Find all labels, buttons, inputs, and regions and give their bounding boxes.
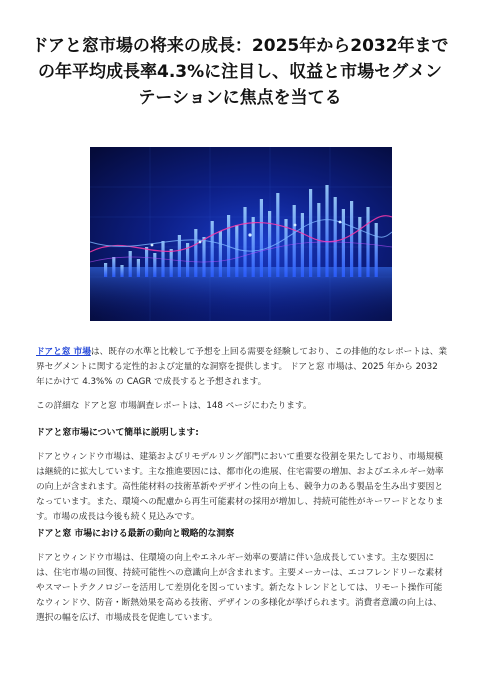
hero-bar [334,197,337,277]
hero-bar [235,225,238,277]
hero-bar [350,201,353,277]
market-link[interactable]: ドアと窓 市場 [36,347,91,357]
hero-bar [112,257,115,277]
hero-bar [178,235,181,277]
hero-bar [268,211,271,277]
hero-bar [301,213,304,277]
hero-bar [293,205,296,277]
intro-paragraph [36,345,448,390]
hero-bar [325,185,328,277]
hero-bar [375,223,378,277]
hero-bar [260,199,263,277]
hero-bar [243,207,246,277]
hero-bar [170,249,173,277]
article-title: ドアと窓市場の将来の成長：2025年から2032年までの年平均成長率4.3%に注目し、収益と市場セグメンテーションに焦点を当てる [31,36,449,108]
hero-bar [120,265,123,277]
hero-bar [276,193,279,277]
hero-bar [129,251,132,277]
hero-bar [104,263,107,277]
hero-bar [194,229,197,277]
hero-bar [211,221,214,277]
hero-bar [145,247,148,277]
hero-bar [342,209,345,277]
hero-bar [153,253,156,277]
hero-bar [358,217,361,277]
hero-bar [309,189,312,277]
hero-bar [252,217,255,277]
section2-heading: ドアと窓 市場における最新の動向と戦略的な洞察 [36,529,235,539]
section1-body: ドアとウィンドウ市場は、建築およびリモデルリング部門において重要な役割を果たしており、市場規模は継続的に拡大しています。主な推進要因には、都市化の進展、住宅需要の増加、およびエネルギー効率の向上が含まれます。高性能材料の技術革新やデザイン性の向上も、競争力のある製品を生み出す要因となっています。また、環境への配慮から再生可能素材の採用が増加し、持続可能性がキーワードとなります。市場の成長は今後も続く見込みです。 [36,452,444,522]
section1-heading: ドアと窓市場について簡単に説明します: [36,428,199,438]
pages-note: この詳細な ドアと窓 市場調査レポートは、148 ページにわたります。 [36,401,312,411]
intro-text: は、既存の水準と比較して予想を上回る需要を経験しており、この排他的なレポートは、業界セグメントに関する定性的および定量的な洞察を提供します。 ドアと窓 市場は、2025 年から 2032 年にかけて 4.3%% の CAGR で成長すると予想されます。 [36,347,448,387]
hero-bar [366,207,369,277]
hero-bar [219,231,222,277]
hero-bar [137,259,140,277]
hero-image [90,147,392,321]
section2-body: ドアとウィンドウ市場は、住環境の向上やエネルギー効率の要請に伴い急成長しています。主な要因には、住宅市場の回復、持続可能性への意識向上が含まれます。主要メーカーは、エコフレンドリーな素材やスマートテクノロジーを活用して差別化を図っています。新たなトレンドとしては、リモート操作可能なウィンドウ、防音・断熱効果を高める技術、デザインの多様化が挙げられます。消費者意識の向上は、選択の幅を広げ、市場成長を促進しています。 [36,553,443,623]
hero-bar [202,237,205,277]
